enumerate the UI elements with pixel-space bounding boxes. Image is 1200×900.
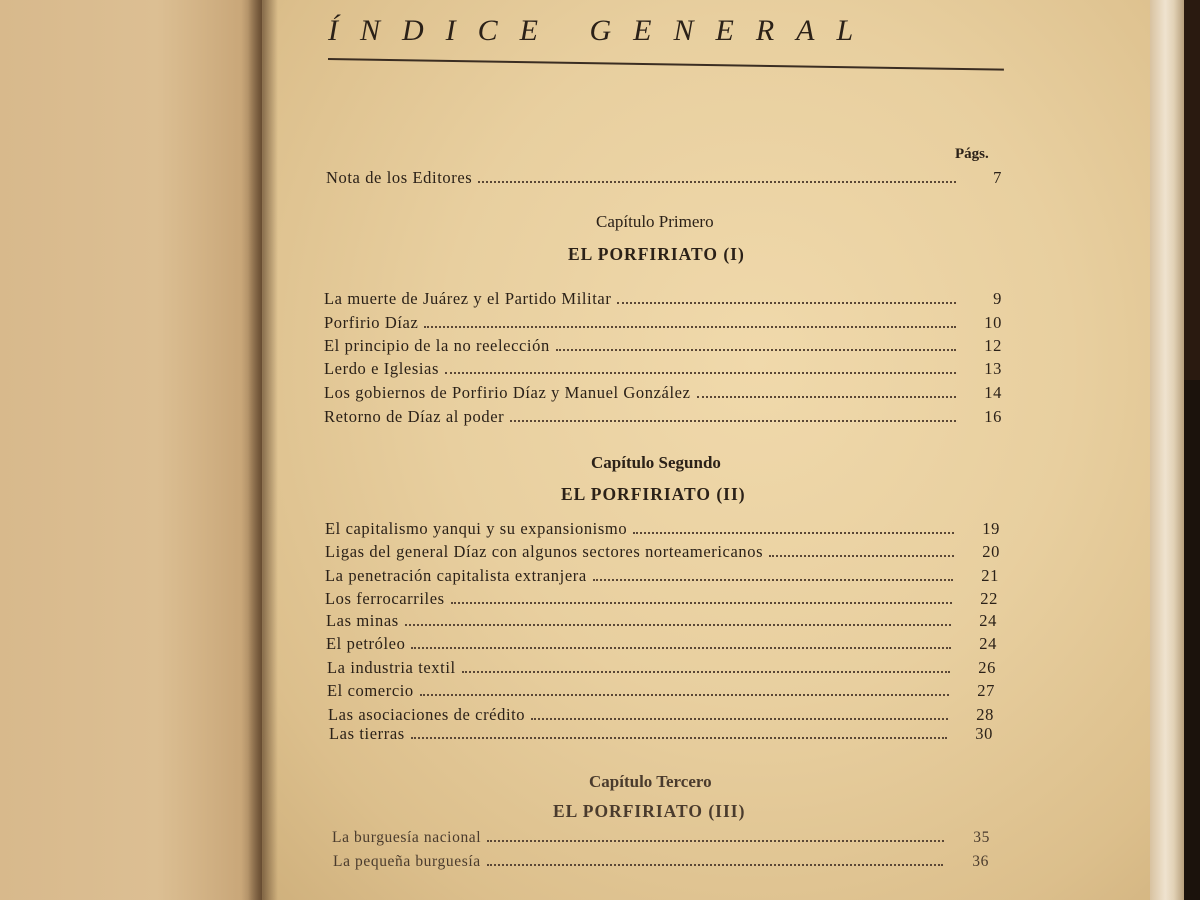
toc-entry-label: Las asociaciones de crédito [328, 705, 526, 724]
leader-dots [405, 624, 951, 626]
toc-entry-label: El petróleo [326, 634, 406, 653]
leader-dots [478, 181, 956, 183]
toc-entry-label: Porfirio Díaz [324, 313, 419, 332]
toc-entry [332, 823, 990, 847]
toc-entry-page: 36 [972, 853, 989, 870]
toc-entry-page: 20 [982, 542, 1000, 561]
leader-dots [697, 396, 957, 398]
toc-entry [333, 847, 989, 871]
toc-entry-label: Las minas [326, 611, 399, 630]
toc-entry-page: 13 [984, 359, 1002, 378]
toc-entry-label: Ligas del general Díaz con algunos sectores norteamericanos [325, 542, 764, 561]
chapter-label: Capítulo Primero [596, 212, 714, 231]
leader-dots [593, 579, 953, 581]
toc-entry-page: 9 [993, 289, 1002, 308]
toc-entry-label: Los ferrocarriles [325, 589, 445, 608]
toc-entry-page: 12 [984, 336, 1002, 355]
toc-entry-page: 26 [978, 658, 996, 677]
leader-dots [411, 647, 951, 649]
leader-dots [451, 602, 952, 604]
page-title: ÍNDICE GENERAL [328, 14, 876, 47]
toc-entry-page: 35 [973, 829, 990, 846]
leader-dots [420, 694, 949, 696]
left-page [0, 0, 262, 900]
toc-entry-page: 16 [984, 407, 1002, 426]
toc-entry-label: La industria textil [327, 658, 456, 677]
leader-dots [487, 864, 943, 866]
background [1184, 380, 1200, 900]
leader-dots [424, 326, 956, 328]
toc-entry-label: La penetración capitalista extranjera [325, 566, 587, 585]
toc-entry [325, 515, 1000, 539]
toc-entry [327, 654, 996, 678]
toc-entry [324, 309, 1002, 333]
toc-entry [325, 538, 1000, 562]
toc-entry-label: El principio de la no reelección [324, 336, 550, 355]
leader-dots [487, 840, 944, 842]
toc-entry-label: La burguesía nacional [332, 829, 482, 846]
toc-entry-page: 27 [977, 681, 995, 700]
chapter-title: EL PORFIRIATO (I) [568, 244, 745, 264]
toc-entry-page: 7 [993, 168, 1002, 187]
chapter-title: EL PORFIRIATO (III) [553, 801, 746, 821]
right-page [262, 0, 1162, 900]
toc-entry-page: 14 [984, 383, 1002, 402]
leader-dots [445, 372, 956, 374]
toc-entry-label: Las tierras [329, 724, 405, 743]
toc-entry [324, 379, 1002, 403]
leader-dots [556, 349, 956, 351]
toc-entry [324, 355, 1002, 379]
toc-entry [324, 403, 1002, 427]
toc-entry [325, 562, 999, 586]
toc-entry-label: Retorno de Díaz al poder [324, 407, 505, 426]
toc-entry-label: Lerdo e Iglesias [324, 359, 439, 378]
toc-entry-page: 10 [984, 313, 1002, 332]
book-gutter [248, 0, 278, 900]
toc-entry-page: 21 [981, 566, 999, 585]
toc-entry-page: 24 [979, 611, 997, 630]
leader-dots [617, 302, 956, 304]
toc-entry-label: La pequeña burguesía [333, 853, 481, 870]
chapter-label: Capítulo Tercero [589, 772, 712, 791]
leader-dots [633, 532, 954, 534]
toc-entry [326, 164, 1002, 188]
toc-entry-page: 30 [975, 724, 993, 743]
leader-dots [510, 420, 956, 422]
toc-entry [329, 720, 993, 744]
toc-entry [326, 630, 997, 654]
leader-dots [769, 555, 954, 557]
chapter-title: EL PORFIRIATO (II) [561, 484, 746, 504]
toc-entry-label: Los gobiernos de Porfirio Díaz y Manuel González [324, 383, 691, 402]
toc-entry-page: 19 [982, 519, 1000, 538]
toc-entry [326, 607, 997, 631]
page-edge [1150, 0, 1184, 900]
chapter-label: Capítulo Segundo [591, 453, 721, 472]
toc-entry-page: 22 [980, 589, 998, 608]
toc-entry [324, 332, 1002, 356]
toc-entry-label: El comercio [327, 681, 414, 700]
toc-entry-label: La muerte de Juárez y el Partido Militar [324, 289, 612, 308]
leader-dots [411, 737, 947, 739]
toc-entry-page: 24 [979, 634, 997, 653]
toc-entry-label: El capitalismo yanqui y su expansionismo [325, 519, 628, 538]
leader-dots [462, 671, 950, 673]
toc-entry-page: 28 [976, 705, 994, 724]
toc-entry [324, 285, 1002, 309]
pages-column-label: Págs. [955, 146, 989, 162]
toc-entry [327, 677, 995, 701]
toc-entry-label: Nota de los Editores [326, 168, 473, 187]
toc-entry [325, 585, 998, 609]
